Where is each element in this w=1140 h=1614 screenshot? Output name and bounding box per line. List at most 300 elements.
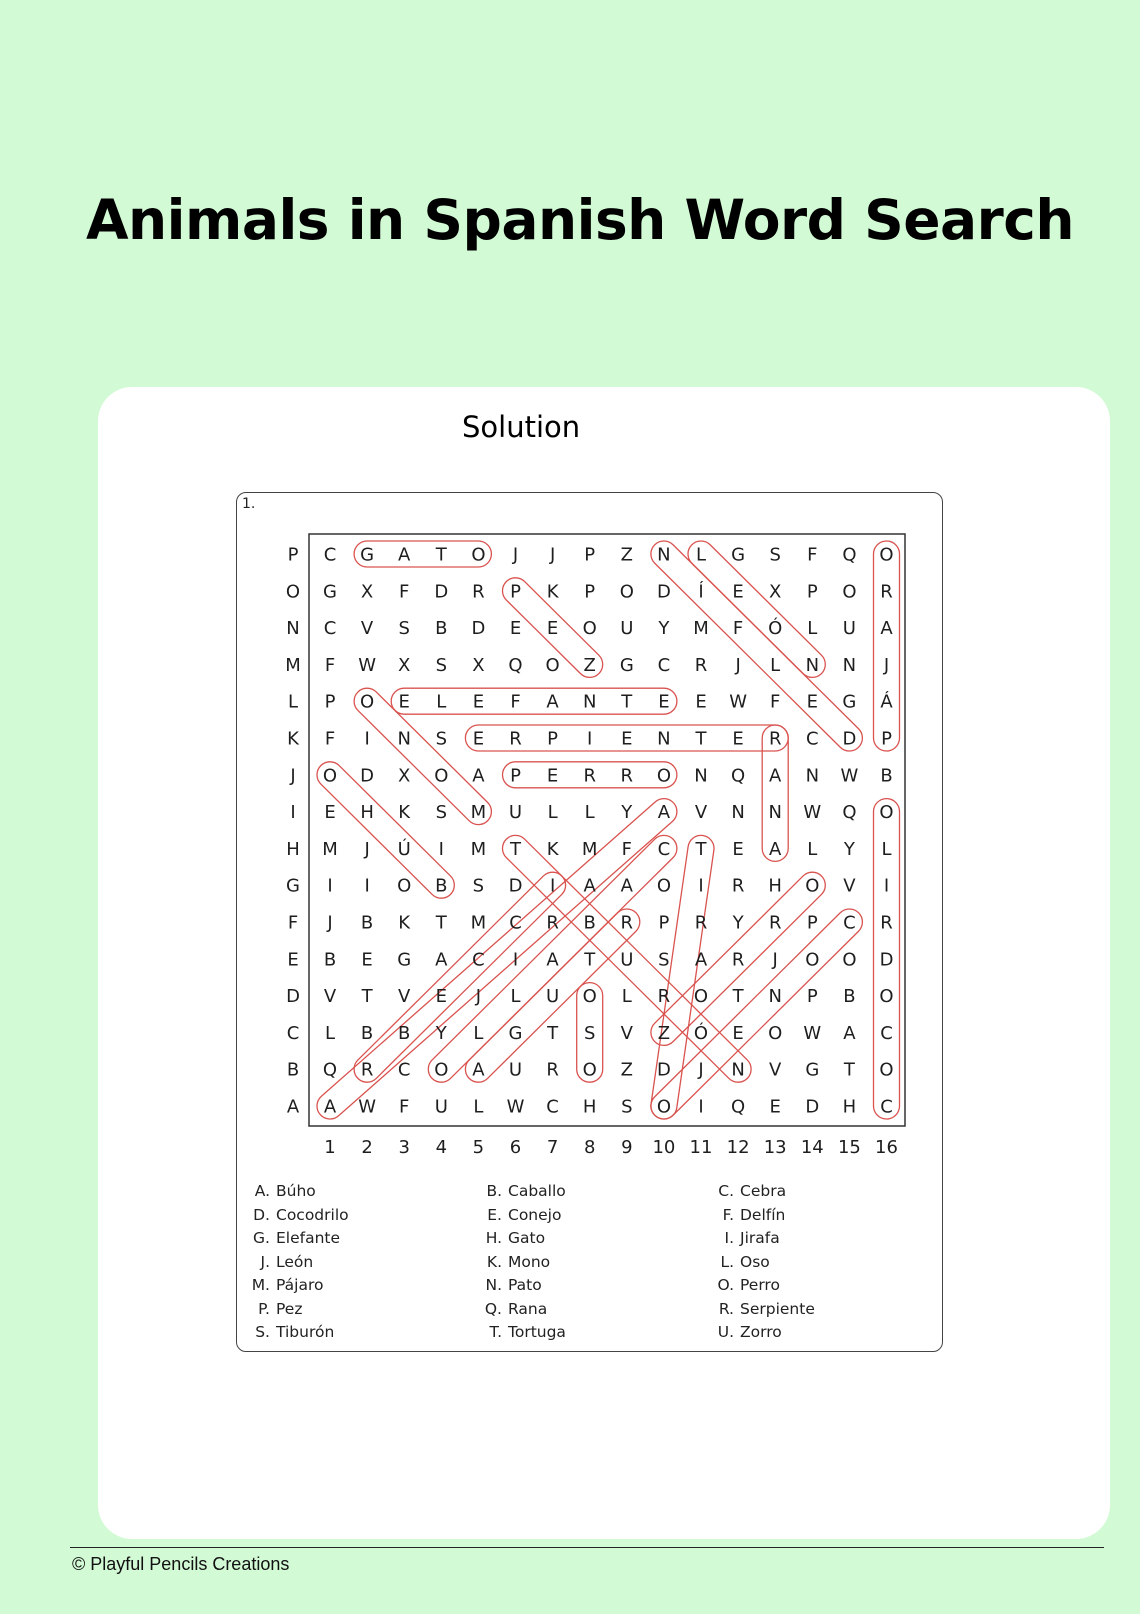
grid-letter: S (435, 654, 448, 676)
grid-letter: N (805, 765, 820, 787)
solution-highlight (349, 867, 571, 1088)
word-key: Q. (484, 1299, 502, 1318)
grid-letter: S (472, 875, 485, 897)
grid-letter: L (695, 544, 707, 566)
word-list-item (248, 1299, 480, 1320)
word-list-item (248, 1228, 480, 1249)
row-label: M (285, 654, 301, 676)
grid-letter: Y (435, 1022, 447, 1044)
column-label: 6 (509, 1137, 522, 1158)
word-list-item (712, 1275, 938, 1296)
grid-letter: Í (698, 581, 704, 603)
grid-letter: O (434, 1059, 449, 1081)
grid-letter: V (769, 1059, 782, 1081)
grid-letter: R (880, 581, 893, 603)
word-text: León (276, 1252, 314, 1271)
grid-letter: L (881, 838, 892, 860)
column-label: 5 (472, 1137, 485, 1158)
grid-letter: A (769, 838, 782, 860)
grid-letter: E (324, 802, 336, 824)
grid-letter: W (803, 1022, 822, 1044)
grid-letter: Z (620, 544, 633, 566)
grid-letter: E (398, 691, 410, 713)
column-label: 7 (546, 1137, 559, 1158)
grid-letter: L (621, 986, 632, 1008)
grid-letter: B (360, 912, 374, 934)
word-text: Pájaro (276, 1276, 324, 1294)
grid-letter: E (472, 728, 485, 750)
grid-letter: O (471, 544, 486, 566)
grid-letter: V (323, 986, 337, 1008)
word-key: H. (485, 1229, 502, 1247)
word-key: K. (486, 1252, 502, 1271)
grid-letter: T (510, 838, 521, 860)
grid-letter: E (732, 1022, 744, 1044)
word-text: Zorro (740, 1323, 782, 1341)
word-text: Serpiente (740, 1299, 815, 1318)
word-key: F. (722, 1205, 734, 1224)
grid-letter: J (364, 838, 370, 860)
grid-letter: B (435, 618, 448, 640)
grid-letter: G (619, 654, 634, 676)
grid-letter: W (803, 802, 822, 824)
grid-letter: D (656, 1059, 671, 1081)
grid-letter: T (621, 691, 633, 713)
grid-letter: D (471, 618, 486, 640)
grid-letter: I (364, 728, 370, 750)
column-label: 11 (689, 1137, 713, 1158)
grid-letter: A (843, 1022, 856, 1044)
word-key: O. (717, 1276, 734, 1294)
grid-letter: J (735, 654, 741, 676)
grid-letter: L (584, 802, 595, 824)
grid-letter: D (360, 765, 375, 787)
word-list-item (480, 1299, 712, 1320)
grid-letter: F (399, 581, 410, 603)
grid-letter: D (434, 581, 449, 603)
row-label: B (286, 1059, 300, 1081)
grid-letter: O (322, 765, 338, 787)
grid-letter: P (806, 986, 818, 1008)
grid-letter: R (657, 986, 671, 1008)
grid-letter: A (694, 949, 708, 971)
grid-letter: H (768, 875, 782, 897)
grid-letter: A (583, 875, 596, 897)
grid-letter: O (879, 1059, 894, 1081)
row-label: N (286, 618, 300, 640)
grid-letter: R (768, 728, 782, 750)
column-labels (324, 1137, 898, 1158)
grid-letter: Ó (693, 1022, 709, 1044)
grid-letter: T (435, 544, 447, 566)
grid-letter: Ú (397, 838, 411, 860)
grid-letter: M (693, 618, 709, 640)
grid-letter: P (510, 765, 521, 787)
grid-letter: B (435, 875, 448, 897)
grid-letter: Q (842, 544, 857, 566)
column-label: 1 (324, 1137, 336, 1158)
word-text: Oso (740, 1252, 770, 1271)
grid-letter: D (656, 581, 671, 603)
column-label: 2 (361, 1137, 373, 1158)
grid-letter: L (807, 618, 818, 640)
grid-letter: I (698, 875, 704, 897)
grid-letter: J (475, 986, 482, 1008)
grid-letter: F (621, 838, 632, 860)
grid-letter: E (806, 691, 818, 713)
word-text: Gato (508, 1229, 546, 1247)
grid-letter: R (620, 912, 634, 934)
grid-letter: L (473, 1096, 484, 1118)
word-list-item (248, 1181, 480, 1202)
grid-letter: E (658, 691, 670, 713)
grid-letter: Q (508, 654, 523, 676)
grid-letter: E (621, 728, 633, 750)
grid-letter: U (546, 986, 560, 1008)
grid-letter: O (693, 986, 709, 1008)
grid-letter: F (324, 654, 336, 676)
word-key: S. (255, 1323, 270, 1341)
grid-letter: L (510, 986, 521, 1008)
column-label: 3 (398, 1137, 410, 1158)
grid-letter: X (398, 654, 411, 676)
grid-letter: Q (322, 1059, 338, 1081)
grid-letter: E (732, 728, 744, 750)
row-label: E (287, 949, 299, 971)
grid-letter: X (398, 765, 411, 787)
grid-letter: W (358, 1096, 377, 1118)
word-list-item (712, 1252, 938, 1273)
grid-letter: O (656, 875, 671, 897)
grid-letter: N (768, 802, 782, 824)
grid-letter: S (435, 802, 448, 824)
grid-letter: O (619, 581, 634, 603)
word-key: P. (258, 1299, 270, 1318)
grid-letter: C (843, 912, 856, 934)
column-label: 16 (875, 1137, 898, 1158)
grid-letter: C (397, 1059, 411, 1081)
word-text: Pez (276, 1299, 303, 1318)
grid-letter: Y (658, 618, 670, 640)
word-text: Cebra (740, 1182, 787, 1200)
word-list-item (712, 1181, 938, 1202)
grid-letter: S (398, 618, 410, 640)
grid-letter: B (360, 1022, 374, 1044)
row-label: H (286, 838, 300, 860)
page-title: Animals in Spanish Word Search (85, 188, 1075, 252)
puzzle-number: 1. (242, 496, 256, 512)
grid-letter: U (842, 618, 856, 640)
grid-letters (322, 545, 893, 1118)
grid-letter: Y (621, 802, 633, 824)
grid-letter: P (547, 728, 559, 750)
grid-letter: R (472, 581, 485, 603)
grid-letter: G (731, 544, 746, 566)
word-text: Mono (508, 1252, 551, 1271)
grid-letter: R (509, 728, 522, 750)
grid-letter: O (879, 986, 894, 1008)
grid-letter: P (806, 912, 818, 934)
grid-letter: A (620, 875, 633, 897)
grid-letter: I (698, 1096, 704, 1118)
grid-letter: R (694, 654, 708, 676)
word-key: E. (487, 1205, 502, 1224)
grid-letter: T (843, 1059, 855, 1081)
grid-letter: B (323, 949, 337, 971)
column-label: 15 (837, 1137, 861, 1158)
grid-letter: W (506, 1096, 525, 1118)
grid-letter: N (397, 728, 411, 750)
row-label: I (290, 802, 296, 824)
row-label: K (287, 728, 299, 750)
grid-letter: C (880, 1096, 893, 1118)
grid-letter: L (807, 838, 818, 860)
grid-letter: D (842, 728, 857, 750)
grid-letter: Y (732, 912, 744, 934)
grid-letter: I (549, 875, 556, 897)
grid-letter: M (581, 838, 598, 860)
row-label: L (287, 691, 299, 713)
grid-letter: C (657, 654, 671, 676)
grid-letter: L (436, 691, 447, 713)
grid-letter: H (842, 1096, 857, 1118)
grid-letter: O (842, 581, 857, 603)
grid-letter: X (769, 581, 782, 603)
grid-letter: F (324, 728, 336, 750)
grid-letter: U (434, 1096, 448, 1118)
grid-letter: L (324, 1022, 336, 1044)
word-text: Caballo (508, 1182, 566, 1200)
grid-letter: K (546, 838, 559, 860)
grid-letter: J (698, 1059, 704, 1081)
grid-letter: J (549, 544, 556, 566)
solution-highlight (646, 536, 868, 757)
footer-credit: © Playful Pencils Creations (72, 1554, 290, 1574)
grid-letter: B (583, 912, 596, 934)
word-key: T. (489, 1323, 502, 1341)
grid-letter: O (656, 765, 671, 787)
grid-letter: E (361, 949, 373, 971)
grid-letter: L (770, 654, 781, 676)
grid-letter: A (769, 765, 782, 787)
grid-letter: R (620, 765, 634, 787)
grid-letter: G (323, 581, 337, 603)
grid-letter: A (472, 765, 485, 787)
grid-letter: R (694, 912, 708, 934)
grid-letter: O (582, 1059, 597, 1081)
word-key: C. (718, 1182, 734, 1200)
word-list-item (712, 1205, 938, 1226)
grid-letter: J (327, 912, 333, 934)
word-text: Tiburón (276, 1323, 335, 1341)
word-list-item (480, 1275, 712, 1296)
grid-letter: Y (843, 838, 855, 860)
word-key: N. (485, 1276, 502, 1294)
grid-letter: E (732, 838, 744, 860)
grid-letter: W (358, 654, 377, 676)
grid-letter: N (694, 765, 708, 787)
grid-letter: V (620, 1022, 633, 1044)
grid-letter: U (508, 1059, 523, 1081)
word-list-item (248, 1275, 480, 1296)
grid-letter: I (364, 875, 370, 897)
grid-letter: K (398, 802, 411, 824)
grid-letter: G (360, 544, 375, 566)
grid-letter: M (322, 838, 338, 860)
row-label: P (287, 544, 299, 566)
grid-letter: G (842, 691, 857, 713)
row-label: G (286, 875, 300, 897)
column-label: 10 (652, 1137, 676, 1158)
grid-letter: O (582, 618, 597, 640)
grid-letter: U (620, 618, 634, 640)
grid-letter: R (768, 912, 782, 934)
grid-letter: G (805, 1059, 820, 1081)
grid-letter: A (398, 544, 411, 566)
word-list-item (712, 1228, 938, 1249)
grid-letter: O (768, 1022, 783, 1044)
grid-letter: O (842, 949, 857, 971)
grid-letter: P (510, 581, 521, 603)
word-text: Búho (276, 1182, 316, 1200)
grid-letter: T (584, 949, 596, 971)
grid-letter: X (472, 654, 485, 676)
grid-letter: E (435, 986, 447, 1008)
word-list-item (712, 1322, 938, 1343)
word-key: D. (253, 1205, 270, 1224)
grid-letter: H (582, 1096, 597, 1118)
grid-letter: C (657, 838, 671, 860)
grid-letter: R (360, 1059, 374, 1081)
grid-letter: Z (583, 654, 596, 676)
grid-letter: R (880, 912, 893, 934)
grid-letter: P (806, 581, 818, 603)
grid-letter: N (731, 802, 745, 824)
grid-letter: N (768, 986, 782, 1008)
grid-letter: T (732, 986, 744, 1008)
grid-letter: S (769, 544, 781, 566)
grid-letter: D (805, 1096, 820, 1118)
grid-letter: T (547, 1022, 559, 1044)
grid-letter: K (398, 912, 411, 934)
grid-letter: I (327, 875, 333, 897)
grid-letter: E (695, 691, 707, 713)
grid-letter: V (843, 875, 856, 897)
grid-letter: P (324, 691, 336, 713)
word-text: Elefante (276, 1229, 341, 1247)
grid-letter: Á (880, 691, 893, 713)
word-text: Jirafa (740, 1229, 780, 1247)
grid-letter: F (770, 691, 781, 713)
grid-letter: T (361, 986, 373, 1008)
grid-letter: V (694, 802, 708, 824)
grid-letter: L (473, 1022, 484, 1044)
grid-letter: J (772, 949, 778, 971)
solution-highlight (391, 688, 677, 714)
grid-letter: H (360, 802, 374, 824)
grid-letter: S (583, 1022, 596, 1044)
word-list-item (480, 1228, 712, 1249)
grid-letter: O (434, 765, 449, 787)
grid-letter: C (509, 912, 522, 934)
column-label: 8 (583, 1137, 596, 1158)
grid-letter: A (546, 691, 559, 713)
word-key: I. (724, 1229, 734, 1247)
word-key: B. (486, 1182, 502, 1200)
grid-letter: W (840, 765, 859, 787)
grid-letter: G (397, 949, 412, 971)
grid-letter: N (805, 654, 820, 676)
row-label: O (285, 581, 301, 603)
grid-letter: E (769, 1096, 781, 1118)
row-label: D (286, 986, 300, 1008)
footer-divider (70, 1547, 1104, 1548)
grid-letter: C (323, 618, 337, 640)
grid-letter: A (323, 1096, 337, 1118)
grid-letter: L (547, 802, 558, 824)
grid-letter: O (656, 1096, 671, 1118)
word-list-item (480, 1205, 712, 1226)
grid-letter: I (512, 949, 519, 971)
word-list (248, 1181, 938, 1343)
grid-letter: O (582, 986, 597, 1008)
grid-letter: Z (657, 1022, 671, 1044)
word-text: Perro (740, 1276, 780, 1294)
row-label: J (290, 765, 296, 787)
grid-letter: G (508, 1022, 523, 1044)
grid-letter: C (323, 544, 337, 566)
grid-letter: A (657, 802, 671, 824)
grid-letter: P (584, 581, 596, 603)
grid-letter: O (879, 544, 894, 566)
grid-letter: E (509, 618, 522, 640)
column-label: 14 (800, 1137, 824, 1158)
grid-letter: T (695, 728, 707, 750)
grid-letter: Q (731, 1096, 746, 1118)
grid-letter: V (398, 986, 411, 1008)
grid-letter: E (546, 765, 559, 787)
grid-letter: C (546, 1096, 559, 1118)
grid-letter: S (658, 949, 670, 971)
grid-letter: W (729, 691, 748, 713)
grid-letter: R (731, 875, 745, 897)
grid-letter: B (843, 986, 856, 1008)
grid-letter: U (620, 949, 634, 971)
grid-letter: P (658, 912, 670, 934)
grid-letter: F (732, 618, 744, 640)
row-label: F (287, 912, 299, 934)
grid-letter: D (508, 875, 523, 897)
grid-letter: E (546, 618, 559, 640)
grid-letter: O (805, 949, 820, 971)
grid-letter: M (470, 802, 487, 824)
grid-letter: K (546, 581, 559, 603)
grid-letter: B (880, 765, 893, 787)
word-list-item (480, 1181, 712, 1202)
grid-letter: T (695, 838, 707, 860)
grid-letter: I (438, 838, 444, 860)
grid-letter: V (360, 618, 374, 640)
grid-letter: M (470, 912, 487, 934)
word-text: Rana (508, 1299, 548, 1318)
grid-letter: J (883, 654, 890, 676)
word-key: U. (717, 1323, 734, 1341)
grid-letter: N (657, 728, 671, 750)
grid-letter: S (435, 728, 448, 750)
word-list-item (480, 1322, 712, 1343)
grid-letter: O (805, 875, 820, 897)
grid-letter: U (508, 802, 523, 824)
